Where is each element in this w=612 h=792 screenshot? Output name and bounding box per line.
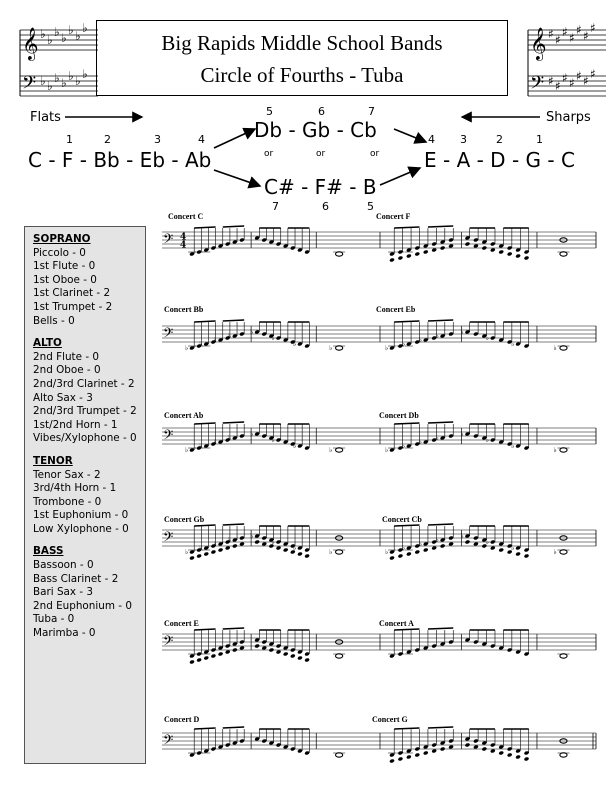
note-head bbox=[414, 753, 420, 758]
instrument-item: 1st Flute - 0 bbox=[33, 260, 96, 273]
note-head bbox=[423, 548, 429, 553]
note-head bbox=[276, 650, 282, 655]
left-num-3: 3 bbox=[154, 133, 161, 146]
flat-icon: ♭ bbox=[199, 340, 203, 348]
flat-icon: ♭ bbox=[250, 532, 254, 540]
sharp-icon: ♯ bbox=[576, 23, 582, 37]
note-head bbox=[431, 546, 437, 551]
whole-note bbox=[336, 550, 343, 554]
note-head bbox=[465, 743, 471, 748]
note-head bbox=[507, 753, 513, 758]
note-head bbox=[304, 554, 310, 559]
flat-icon: ♭ bbox=[460, 430, 464, 438]
staff-row bbox=[162, 524, 596, 560]
note-head bbox=[431, 749, 437, 754]
or-3: or bbox=[370, 149, 380, 159]
note-head bbox=[465, 540, 471, 545]
note-head bbox=[398, 757, 404, 762]
sharps-label: Sharps bbox=[546, 110, 591, 125]
instrument-item: Bass Clarinet - 2 bbox=[33, 572, 119, 585]
staff-row bbox=[162, 320, 596, 352]
bass-clef-icon: 𝄢 bbox=[163, 427, 174, 446]
staff-row bbox=[162, 422, 596, 454]
flat-icon: ♭ bbox=[47, 33, 53, 47]
note-head bbox=[283, 548, 289, 553]
note-head bbox=[524, 554, 530, 559]
time-signature-top: 4 bbox=[180, 232, 187, 243]
beam bbox=[194, 629, 215, 630]
beam bbox=[394, 629, 419, 630]
flat-icon: ♭ bbox=[292, 442, 297, 450]
sharp-icon: ♯ bbox=[590, 67, 596, 81]
note-head bbox=[515, 755, 521, 760]
beam bbox=[428, 226, 453, 227]
instrument-item: 1st Trumpet - 2 bbox=[33, 300, 113, 313]
treble-clef-icon: 𝄞 bbox=[530, 27, 547, 60]
flat-icon: ♭ bbox=[213, 438, 217, 446]
note-head bbox=[218, 652, 224, 657]
note-head bbox=[225, 650, 231, 655]
note-head bbox=[389, 556, 395, 561]
flat-icon: ♭ bbox=[250, 430, 254, 438]
note-head bbox=[482, 747, 488, 752]
top-key-row: Db - Gb - Cb bbox=[254, 118, 377, 142]
flat-icon: ♭ bbox=[511, 340, 515, 348]
note-head bbox=[297, 552, 303, 557]
flat-icon: ♭ bbox=[82, 21, 88, 35]
bass-clef-icon: 𝄢 bbox=[163, 633, 174, 652]
flats-label: Flats bbox=[30, 110, 61, 125]
note-head bbox=[398, 554, 404, 559]
note-head bbox=[473, 745, 479, 750]
sharp-icon: ♯ bbox=[555, 79, 561, 93]
note-head bbox=[254, 644, 260, 649]
flat-icon: ♭ bbox=[292, 544, 297, 552]
note-head bbox=[203, 656, 209, 661]
beam bbox=[223, 628, 244, 629]
section-heading: SOPRANO bbox=[33, 233, 91, 245]
flat-icon: ♭ bbox=[485, 436, 490, 444]
note-head bbox=[189, 556, 195, 561]
bass-clef-icon: 𝄢 bbox=[163, 231, 174, 250]
concert-d-label: Concert D bbox=[164, 715, 200, 724]
staff-row bbox=[162, 727, 596, 763]
note-head bbox=[239, 646, 245, 651]
instrument-item: Vibes/Xylophone - 0 bbox=[33, 432, 137, 445]
flat-icon: ♭ bbox=[485, 538, 490, 546]
concert-f-label: Concert F bbox=[376, 212, 411, 221]
flat-icon: ♭ bbox=[511, 442, 515, 450]
beam bbox=[428, 320, 453, 321]
whole-note bbox=[560, 448, 567, 452]
flat-icon: ♭ bbox=[401, 340, 406, 348]
instrument-item: Piccolo - 0 bbox=[33, 246, 86, 259]
left-key-row: C - F - Bb - Eb - Ab bbox=[28, 148, 212, 172]
note-head bbox=[524, 256, 530, 261]
flat-icon: ♭ bbox=[75, 29, 81, 43]
sharp-icon: ♯ bbox=[562, 25, 568, 39]
bass-clef-icon: 𝄢 bbox=[530, 73, 545, 98]
concert-cb-label: Concert Cb bbox=[382, 515, 422, 524]
sharp-icon: ♯ bbox=[583, 29, 589, 43]
flat-icon: ♭ bbox=[54, 25, 60, 39]
instrument-item: Bells - 0 bbox=[33, 314, 75, 327]
note-head bbox=[211, 550, 217, 555]
note-head bbox=[232, 544, 238, 549]
instrument-item: 1st/2nd Horn - 1 bbox=[33, 418, 118, 431]
note-head bbox=[290, 654, 296, 659]
note-head bbox=[406, 552, 412, 557]
flat-icon: ♭ bbox=[40, 27, 46, 41]
instrument-item: 1st Euphonium - 0 bbox=[33, 509, 129, 522]
title-line-1: Big Rapids Middle School Bands bbox=[161, 31, 443, 55]
flat-icon: ♭ bbox=[199, 544, 203, 552]
note-head bbox=[297, 656, 303, 661]
note-head bbox=[389, 258, 395, 263]
note-head bbox=[473, 542, 479, 547]
note-head bbox=[218, 548, 224, 553]
note-head bbox=[414, 252, 420, 257]
note-head bbox=[498, 751, 504, 756]
bottom-key-row: C# - F# - B bbox=[264, 175, 377, 199]
note-head bbox=[448, 542, 454, 547]
instrument-item: 2nd/3rd Trumpet - 2 bbox=[33, 405, 137, 418]
note-head bbox=[448, 745, 454, 750]
flat-icon: ♭ bbox=[418, 438, 423, 446]
instrument-item: Alto Sax - 3 bbox=[33, 391, 93, 404]
right-num-2: 2 bbox=[496, 133, 503, 146]
concert-db-label: Concert Db bbox=[379, 411, 419, 420]
right-num-4: 4 bbox=[428, 133, 435, 146]
flat-icon: ♭ bbox=[271, 334, 275, 342]
top-num-5: 5 bbox=[266, 105, 273, 118]
note-head bbox=[261, 542, 267, 547]
instrument-item: 2nd Oboe - 0 bbox=[33, 364, 101, 377]
concert-gb-label: Concert Gb bbox=[164, 515, 205, 524]
note-head bbox=[211, 654, 217, 659]
note-head bbox=[196, 554, 202, 559]
note-head bbox=[414, 550, 420, 555]
beam bbox=[194, 525, 215, 526]
concert-bb-label: Concert Bb bbox=[164, 305, 204, 314]
note-head bbox=[440, 246, 446, 251]
sharp-icon: ♯ bbox=[569, 76, 575, 90]
note-head bbox=[448, 244, 454, 249]
instrument-item: 1st Clarinet - 2 bbox=[33, 287, 111, 300]
top-num-7: 7 bbox=[368, 105, 375, 118]
note-head bbox=[261, 646, 267, 651]
flat-icon: ♭ bbox=[54, 71, 60, 85]
note-head bbox=[276, 546, 282, 551]
note-head bbox=[304, 658, 310, 663]
staff-row bbox=[162, 226, 596, 262]
flat-icon: ♭ bbox=[185, 548, 189, 556]
right-key-row: E - A - D - G - C bbox=[424, 148, 575, 172]
whole-note bbox=[336, 654, 343, 658]
beam bbox=[194, 321, 215, 322]
instrument-item: 2nd Flute - 0 bbox=[33, 350, 99, 363]
concert-g-label: Concert G bbox=[372, 715, 408, 724]
note-head bbox=[232, 648, 238, 653]
note-head bbox=[515, 552, 521, 557]
concert-a-label: Concert A bbox=[379, 619, 414, 628]
note-head bbox=[196, 658, 202, 663]
flat-icon: ♭ bbox=[213, 336, 217, 344]
flat-icon: ♭ bbox=[271, 436, 275, 444]
note-head bbox=[507, 252, 513, 257]
section-heading: TENOR bbox=[33, 454, 73, 467]
left-num-4: 4 bbox=[198, 133, 205, 146]
concert-c-label: Concert C bbox=[168, 212, 204, 221]
flat-icon: ♭ bbox=[227, 332, 232, 340]
sharp-icon: ♯ bbox=[576, 69, 582, 83]
flat-icon: ♭ bbox=[460, 328, 464, 336]
top-num-6: 6 bbox=[318, 105, 325, 118]
note-head bbox=[254, 540, 260, 545]
flat-icon: ♭ bbox=[418, 336, 423, 344]
sharp-icon: ♯ bbox=[569, 31, 575, 45]
instrument-item: Marimba - 0 bbox=[33, 627, 96, 640]
beam bbox=[394, 525, 419, 526]
bottom-num-7: 7 bbox=[272, 200, 279, 213]
beam bbox=[394, 728, 419, 729]
beam bbox=[428, 422, 453, 423]
flat-icon: ♭ bbox=[61, 76, 67, 90]
note-head bbox=[389, 759, 395, 764]
instrument-item: 2nd/3rd Clarinet - 2 bbox=[33, 377, 135, 390]
staff-row bbox=[162, 628, 596, 664]
whole-note bbox=[560, 346, 567, 350]
title-line-2: Circle of Fourths - Tuba bbox=[200, 63, 404, 87]
flat-icon: ♭ bbox=[227, 536, 232, 544]
flat-icon: ♭ bbox=[250, 328, 254, 336]
flat-icon: ♭ bbox=[329, 446, 333, 454]
instrument-item: Bari Sax - 3 bbox=[33, 586, 94, 599]
note-head bbox=[225, 546, 231, 551]
flat-icon: ♭ bbox=[485, 334, 490, 342]
left-num-2: 2 bbox=[104, 133, 111, 146]
sharp-icon: ♯ bbox=[590, 21, 596, 35]
note-head bbox=[490, 749, 496, 754]
bass-clef-icon: 𝄢 bbox=[163, 732, 174, 751]
flat-icon: ♭ bbox=[401, 442, 406, 450]
left-num-1: 1 bbox=[66, 133, 73, 146]
bass-clef-icon: 𝄢 bbox=[163, 529, 174, 548]
flat-icon: ♭ bbox=[199, 442, 203, 450]
beam bbox=[223, 320, 244, 321]
flat-icon: ♭ bbox=[418, 540, 423, 548]
beam bbox=[394, 423, 419, 424]
instrument-item: 3rd/4th Horn - 1 bbox=[33, 482, 117, 495]
note-head bbox=[524, 757, 530, 762]
whole-note bbox=[560, 550, 567, 554]
flat-icon: ♭ bbox=[329, 548, 333, 556]
flat-icon: ♭ bbox=[511, 544, 515, 552]
concert-e-label: Concert E bbox=[164, 619, 199, 628]
flat-icon: ♭ bbox=[292, 340, 297, 348]
flat-icon: ♭ bbox=[61, 31, 67, 45]
note-head bbox=[440, 544, 446, 549]
flat-icon: ♭ bbox=[553, 446, 557, 454]
whole-note bbox=[560, 753, 567, 757]
flat-icon: ♭ bbox=[329, 344, 333, 352]
flat-icon: ♭ bbox=[401, 544, 406, 552]
bass-clef-icon: 𝄢 bbox=[22, 73, 37, 98]
flat-icon: ♭ bbox=[68, 69, 74, 83]
flat-icon: ♭ bbox=[271, 538, 275, 546]
beam bbox=[223, 727, 244, 728]
note-head bbox=[423, 751, 429, 756]
beam bbox=[223, 524, 244, 525]
bottom-num-6: 6 bbox=[322, 200, 329, 213]
note-head bbox=[189, 660, 195, 665]
whole-note bbox=[336, 753, 343, 757]
instrument-item: Tuba - 0 bbox=[33, 613, 75, 626]
sharp-icon: ♯ bbox=[583, 74, 589, 88]
note-head bbox=[398, 256, 404, 261]
whole-note bbox=[560, 654, 567, 658]
beam bbox=[394, 227, 419, 228]
instrument-item: Trombone - 0 bbox=[33, 495, 102, 508]
flat-icon: ♭ bbox=[385, 344, 389, 352]
note-head bbox=[440, 747, 446, 752]
flat-icon: ♭ bbox=[47, 79, 53, 93]
beam bbox=[194, 728, 215, 729]
sharp-icon: ♯ bbox=[548, 27, 554, 41]
note-head bbox=[490, 248, 496, 253]
beam bbox=[428, 727, 453, 728]
flat-icon: ♭ bbox=[185, 446, 189, 454]
flat-icon: ♭ bbox=[385, 548, 389, 556]
concert-ab-label: Concert Ab bbox=[164, 411, 204, 420]
note-head bbox=[406, 755, 412, 760]
flat-icon: ♭ bbox=[460, 532, 464, 540]
instrument-item: Low Xylophone - 0 bbox=[33, 522, 129, 535]
beam bbox=[428, 524, 453, 525]
instrument-item: Tenor Sax - 2 bbox=[33, 468, 101, 481]
treble-clef-icon: 𝄞 bbox=[22, 27, 39, 60]
flat-icon: ♭ bbox=[75, 74, 81, 88]
note-head bbox=[482, 246, 488, 251]
whole-note bbox=[560, 252, 567, 256]
beam bbox=[194, 227, 215, 228]
right-num-1: 1 bbox=[536, 133, 543, 146]
flat-icon: ♭ bbox=[213, 540, 217, 548]
beam bbox=[223, 226, 244, 227]
right-num-3: 3 bbox=[460, 133, 467, 146]
flat-icon: ♭ bbox=[435, 434, 439, 442]
note-head bbox=[423, 250, 429, 255]
note-head bbox=[515, 254, 521, 259]
time-signature-bottom: 4 bbox=[180, 240, 187, 251]
section-heading: BASS bbox=[33, 545, 64, 558]
note-head bbox=[269, 648, 275, 653]
instrument-item: 2nd Euphonium - 0 bbox=[33, 599, 132, 612]
note-head bbox=[203, 552, 209, 557]
whole-note bbox=[336, 448, 343, 452]
note-head bbox=[465, 242, 471, 247]
flat-icon: ♭ bbox=[227, 434, 232, 442]
flat-icon: ♭ bbox=[185, 344, 189, 352]
flat-icon: ♭ bbox=[553, 548, 557, 556]
flat-icon: ♭ bbox=[385, 446, 389, 454]
note-head bbox=[473, 244, 479, 249]
flat-icon: ♭ bbox=[435, 332, 439, 340]
whole-note bbox=[336, 252, 343, 256]
note-head bbox=[239, 542, 245, 547]
bottom-num-5: 5 bbox=[367, 200, 374, 213]
sharp-icon: ♯ bbox=[548, 74, 554, 88]
flat-icon: ♭ bbox=[40, 74, 46, 88]
flat-icon: ♭ bbox=[82, 67, 88, 81]
flat-icon: ♭ bbox=[68, 23, 74, 37]
beam bbox=[394, 321, 419, 322]
section-heading: ALTO bbox=[33, 337, 62, 350]
beam bbox=[194, 423, 215, 424]
note-head bbox=[498, 250, 504, 255]
concert-eb-label: Concert Eb bbox=[376, 305, 416, 314]
note-head bbox=[431, 248, 437, 253]
instrument-item: Bassoon - 0 bbox=[33, 559, 94, 572]
note-head bbox=[490, 546, 496, 551]
or-1: or bbox=[264, 149, 274, 159]
note-head bbox=[283, 652, 289, 657]
note-head bbox=[406, 254, 412, 259]
sharp-icon: ♯ bbox=[555, 33, 561, 47]
beam bbox=[428, 628, 453, 629]
beam bbox=[223, 422, 244, 423]
bass-clef-icon: 𝄢 bbox=[163, 325, 174, 344]
flat-icon: ♭ bbox=[435, 536, 439, 544]
or-2: or bbox=[316, 149, 326, 159]
note-head bbox=[498, 548, 504, 553]
sharp-icon: ♯ bbox=[562, 71, 568, 85]
whole-note bbox=[336, 346, 343, 350]
flat-icon: ♭ bbox=[553, 344, 557, 352]
instrument-item: 1st Oboe - 0 bbox=[33, 273, 97, 286]
